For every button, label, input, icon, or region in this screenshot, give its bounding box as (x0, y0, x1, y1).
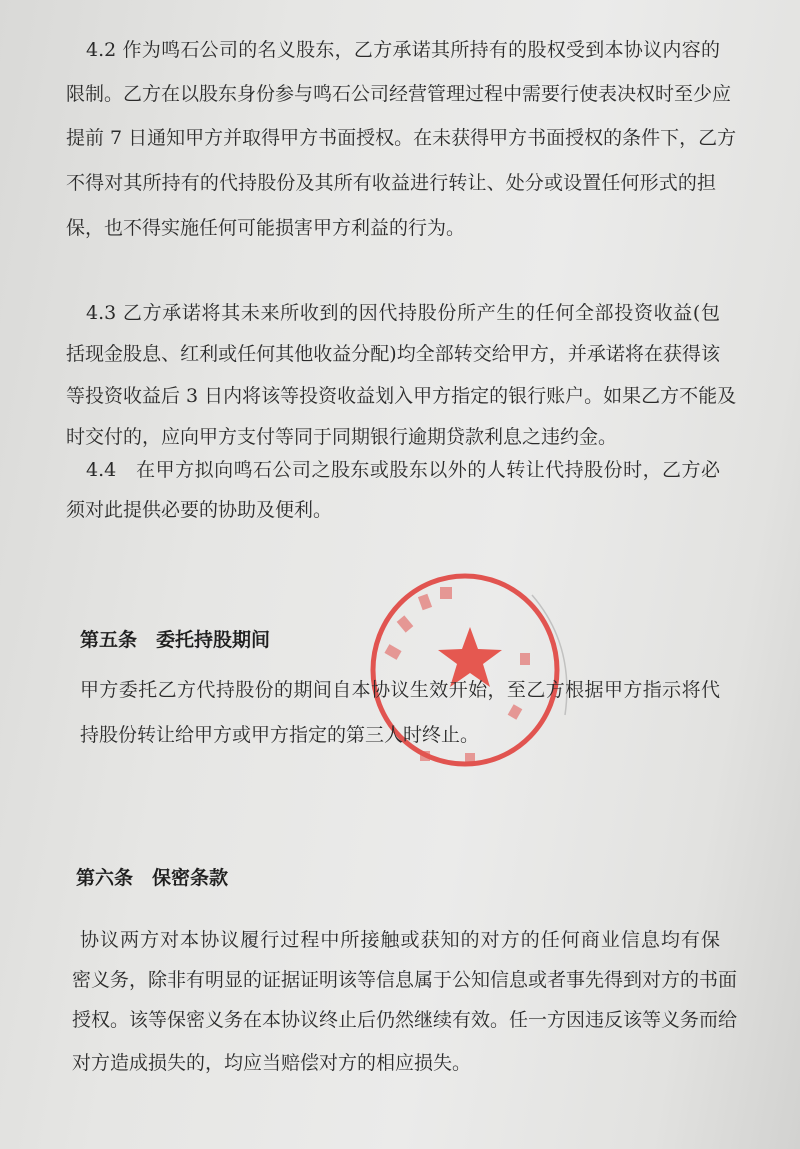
text-line: 保，也不得实施任何可能损害甲方利益的行为。 (66, 217, 466, 239)
text-line: 限制。乙方在以股东身份参与鸣石公司经营管理过程中需要行使表决权时至少应 (66, 83, 732, 105)
text-line: 不得对其所持有的代持股份及其所有收益进行转让、处分或设置任何形式的担 (66, 172, 716, 194)
text-line: 持股份转让给甲方或甲方指定的第三人时终止。 (80, 724, 480, 746)
text-line: 须对此提供必要的协助及便利。 (66, 499, 333, 521)
text-line: 4.3 乙方承诺将其未来所收到的因代持股份所产生的任何全部投资收益(包 (86, 302, 720, 324)
text-line: 提前 7 日通知甲方并取得甲方书面授权。在未获得甲方书面授权的条件下，乙方 (66, 127, 737, 149)
text-line: 等投资收益后 3 日内将该等投资收益划入甲方指定的银行账户。如果乙方不能及 (66, 385, 737, 407)
article-5-heading: 第五条 委托持股期间 (80, 629, 271, 651)
text-line: 时交付的，应向甲方支付等同于同期银行逾期贷款利息之违约金。 (66, 426, 618, 448)
text-line: 授权。该等保密义务在本协议终止后仍然继续有效。任一方因违反该等义务而给 (72, 1009, 738, 1031)
text-line: 密义务，除非有明显的证据证明该等信息属于公知信息或者事先得到对方的书面 (72, 969, 738, 991)
text-line: 括现金股息、红利或任何其他收益分配)均全部转交给甲方，并承诺将在获得该 (66, 343, 720, 365)
text-line: 4.2 作为鸣石公司的名义股东，乙方承诺其所持有的股权受到本协议内容的 (86, 39, 720, 61)
text-line: 对方造成损失的，均应当赔偿对方的相应损失。 (72, 1052, 472, 1074)
article-6-heading: 第六条 保密条款 (76, 867, 229, 889)
text-line: 协议两方对本协议履行过程中所接触或获知的对方的任何商业信息均有保 (80, 929, 720, 951)
text-line: 甲方委托乙方代持股份的期间自本协议生效开始，至乙方根据甲方指示将代 (80, 679, 720, 701)
text-line: 4.4 在甲方拟向鸣石公司之股东或股东以外的人转让代持股份时，乙方必 (86, 459, 720, 481)
